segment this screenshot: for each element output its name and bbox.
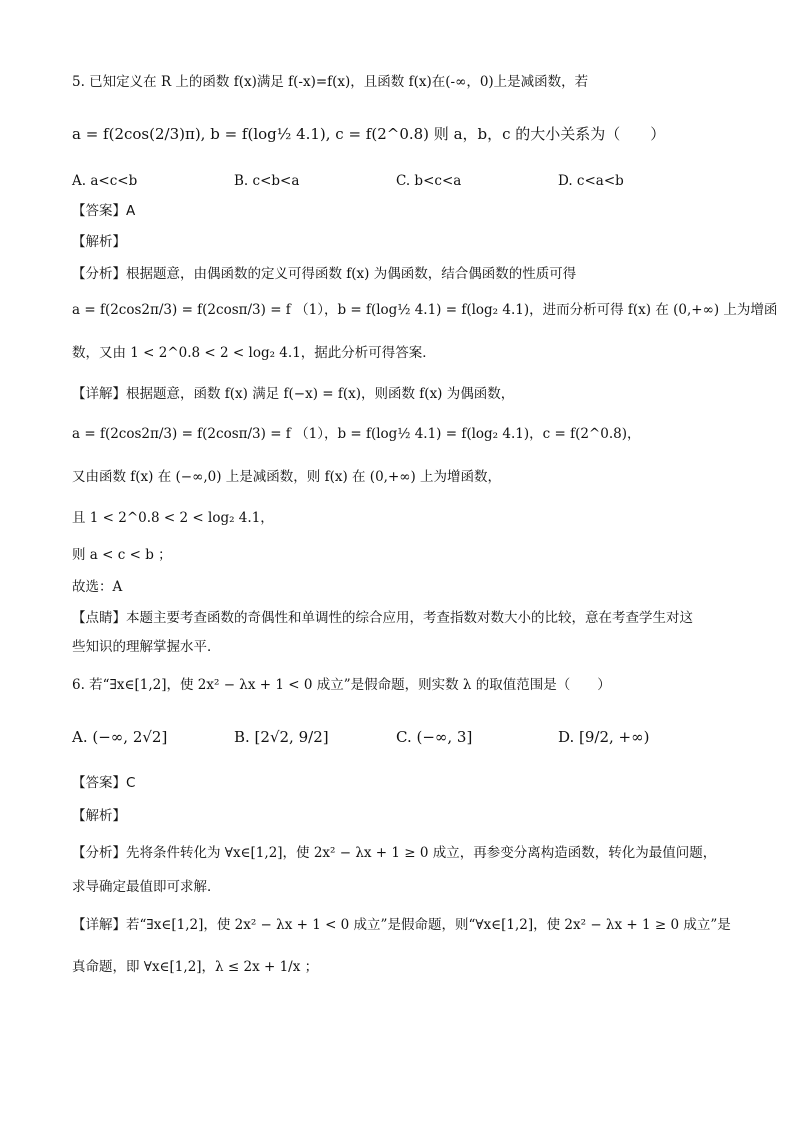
q5-stem: 5. 已知定义在 R 上的函数 f(x)满足 f(-x)=f(x)，且函数 f(x)在(-∞，0)上是减函数，若 [72,74,589,90]
q5-fenxi-line-2: a = f(2cos2π/3) = f(2cosπ/3) = f （1），b = f(log½ 4.1) = f(log₂ 4.1)，进而分析可得 f(x) 在 (0,+∞) 上为增函 [72,302,778,318]
q5-option-b: B. c<b<a [234,173,300,189]
q5-answer: 【答案】A [72,203,136,219]
q5-option-d: D. c<a<b [558,173,624,189]
q6-fenxi-line-2: 求导确定最值即可求解． [72,879,221,895]
q6-fenxi-line-1: 【分析】先将条件转化为 ∀x∈[1,2]，使 2x² − λx + 1 ≥ 0 成立，再参变分离构造函数，转化为最值问题， [72,845,717,861]
q5-xiangjie-line-3: 又由函数 f(x) 在 (−∞,0) 上是减函数，则 f(x) 在 (0,+∞) 上为增函数， [72,469,502,485]
q6-option-a: A. (−∞, 2√2] [72,728,168,746]
q6-xiangjie-line-1: 【详解】若“∃x∈[1,2]，使 2x² − λx + 1 < 0 成立”是假命题，则“∀x∈[1,2]，使 2x² − λx + 1 ≥ 0 成立”是 [72,917,731,933]
q5-fenxi-line-3: 数，又由 1 < 2^0.8 < 2 < log₂ 4.1，据此分析可得答案． [72,345,436,361]
q5-xiangjie-line-4: 且 1 < 2^0.8 < 2 < log₂ 4.1， [72,510,274,526]
q6-option-b: B. [2√2, 9/2] [234,728,329,746]
q6-stem: 6. 若“∃x∈[1,2]，使 2x² − λx + 1 < 0 成立”是假命题，则实数 λ 的取值范围是（ ） [72,677,611,693]
q6-option-d: D. [9/2, +∞) [558,728,650,746]
q6-analysis-label: 【解析】 [72,808,126,824]
q5-choose: 故选：A [72,579,123,595]
q5-xiangjie-line-5: 则 a < c < b ； [72,547,172,563]
q5-xiangjie-line-1: 【详解】根据题意，函数 f(x) 满足 f(−x) = f(x)，则函数 f(x) 为偶函数， [72,386,515,402]
q5-analysis-label: 【解析】 [72,234,126,250]
q6-answer: 【答案】C [72,775,136,791]
q5-formula: a = f(2cos(2/3)π), b = f(log½ 4.1), c = f(2^0.8) 则 a，b，c 的大小关系为（ ） [72,125,666,143]
q6-xiangjie-line-2: 真命题，即 ∀x∈[1,2]，λ ≤ 2x + 1/x ； [72,959,319,975]
q5-fenxi-line-1: 【分析】根据题意，由偶函数的定义可得函数 f(x) 为偶函数，结合偶函数的性质可得 [72,266,577,282]
q5-option-c: C. b<c<a [396,173,462,189]
q5-dianjing-line-2: 些知识的理解掌握水平． [72,639,221,655]
q5-xiangjie-line-2: a = f(2cos2π/3) = f(2cosπ/3) = f （1），b = f(log½ 4.1) = f(log₂ 4.1)，c = f(2^0.8)， [72,426,641,442]
q5-option-a: A. a<c<b [72,173,138,189]
q5-dianjing-line-1: 【点睛】本题主要考查函数的奇偶性和单调性的综合应用，考查指数对数大小的比较，意在考查学生对这 [72,610,693,626]
q6-option-c: C. (−∞, 3] [396,728,473,746]
